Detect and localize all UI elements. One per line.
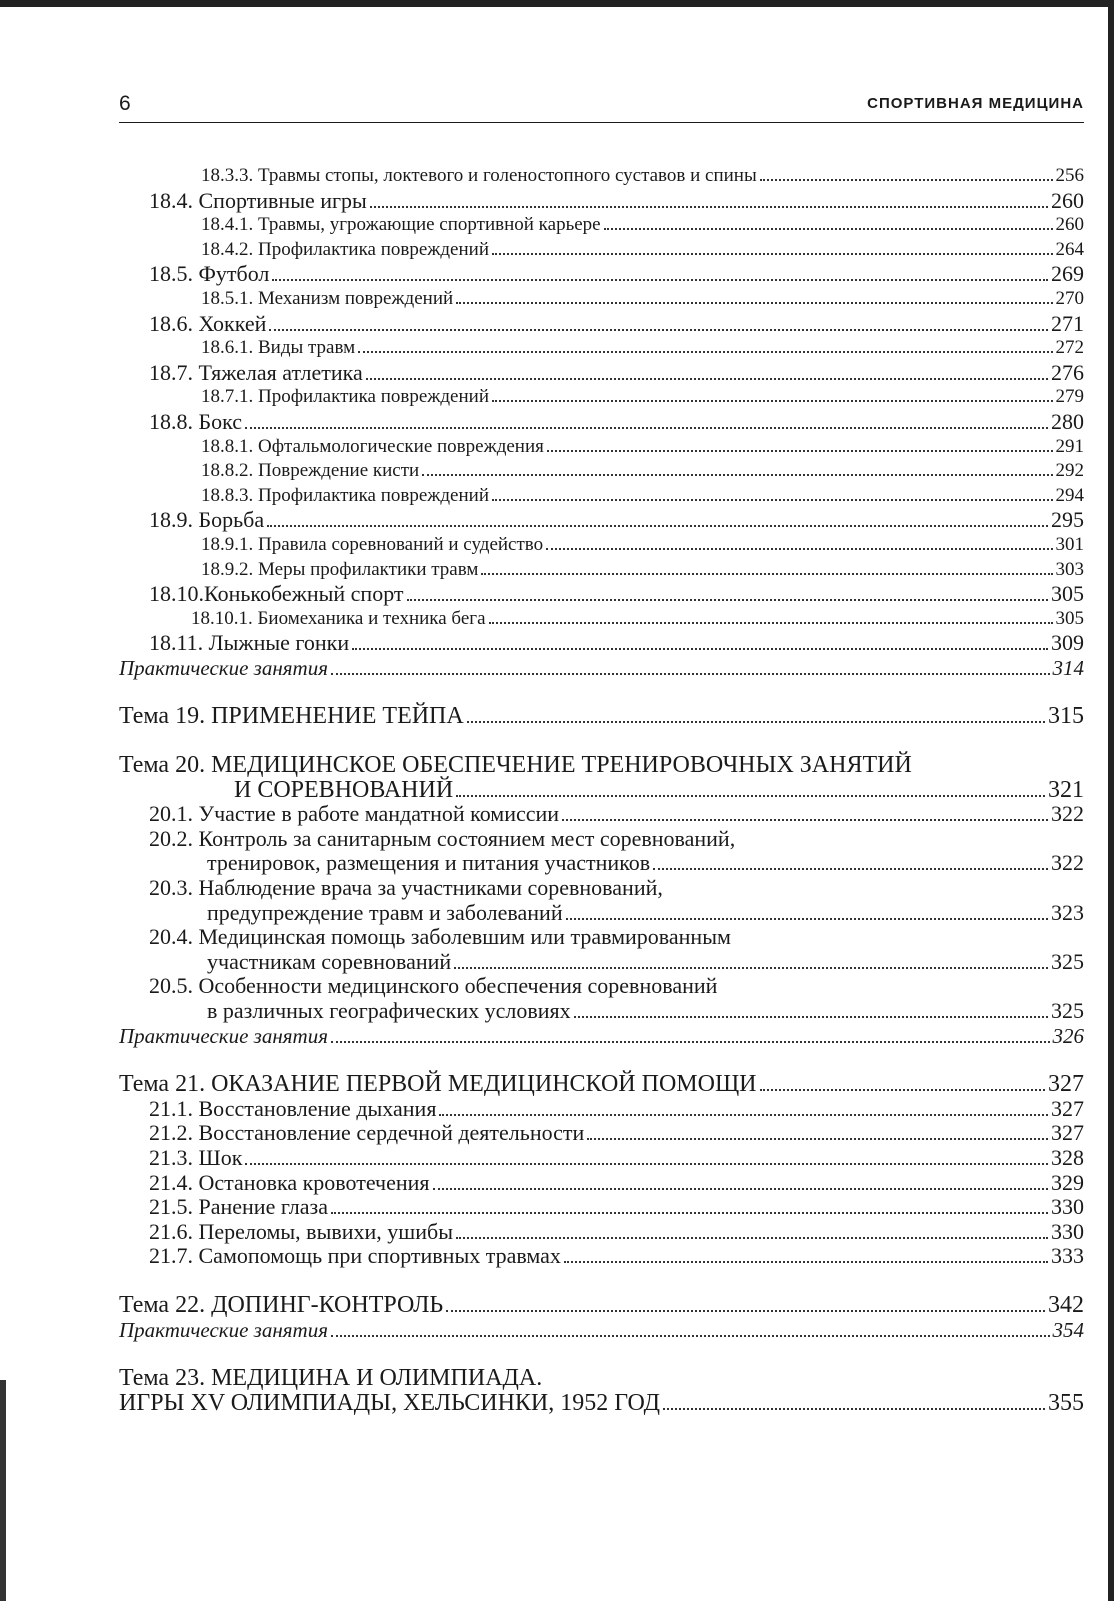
toc-entry: предупреждение травм и заболеваний 323 (207, 899, 1084, 925)
toc-entry: 18.6. Хоккей 271 (149, 310, 1084, 336)
toc-entry: 21.6. Переломы, вывихи, ушибы 330 (149, 1218, 1084, 1244)
toc-topic-20: И СОРЕВНОВАНИЙ 321 (234, 776, 1084, 803)
toc-topic-19: Тема 19. ПРИМЕНЕНИЕ ТЕЙПА 315 (119, 703, 1084, 730)
scan-border-right (1108, 0, 1114, 1601)
toc-entry: 18.4.2. Профилактика повреждений 264 (201, 238, 1084, 260)
toc-entry-practice: Практические занятия 314 (119, 655, 1084, 680)
page-header (119, 92, 1084, 123)
toc-entry: 18.4. Спортивные игры 260 (149, 187, 1084, 213)
toc-topic-22: Тема 22. ДОПИНГ-КОНТРОЛЬ 342 (119, 1291, 1084, 1318)
toc-entry: 18.8.3. Профилактика повреждений 294 (201, 484, 1084, 506)
toc-entry: 21.2. Восстановление сердечной деятельности 327 (149, 1120, 1084, 1146)
toc-entry: 18.4.1. Травмы, угрожающие спортивной карьере 260 (201, 214, 1084, 236)
toc-entry: в различных географических условиях 325 (207, 998, 1084, 1023)
toc-entry: участникам соревнований 325 (207, 948, 1084, 974)
toc-entry: 18.8.2. Повреждение кисти 292 (201, 460, 1084, 482)
toc-entry-title: 20.4. Медицинская помощь заболевшим или травмированным (149, 924, 731, 950)
toc-entry: 18.6.1. Виды травм 272 (201, 337, 1084, 359)
toc-entry: 21.3. Шок 328 (149, 1144, 1084, 1170)
toc-entry-title: 20.5. Особенности медицинского обеспечения соревнований (149, 973, 718, 999)
toc-entry: тренировок, размещения и питания участников 322 (207, 850, 1084, 876)
toc-entry: 18.9.1. Правила соревнований и судейство 301 (201, 533, 1084, 555)
scan-border-top (0, 0, 1114, 7)
toc-entry: 18.8.1. Офтальмологические повреждения 291 (201, 435, 1084, 457)
toc-entry-title: 20.3. Наблюдение врача за участниками соревнований, (149, 875, 663, 901)
toc-entry: 21.7. Самопомощь при спортивных травмах 333 (149, 1243, 1084, 1269)
toc-entry-practice: Практические занятия 354 (119, 1317, 1084, 1342)
toc-entry: 18.9.2. Меры профилактики травм 303 (201, 558, 1084, 580)
toc-entry: 18.9. Борьба 295 (149, 507, 1084, 533)
toc-entry-practice: Практические занятия 326 (119, 1023, 1084, 1048)
toc-entry: 18.10.1. Биомеханика и техника бега 305 (191, 607, 1084, 629)
scan-border-left (0, 1380, 6, 1601)
toc-topic-23: ИГРЫ XV ОЛИМПИАДЫ, ХЕЛЬСИНКИ, 1952 ГОД 355 (119, 1389, 1084, 1416)
toc-entry: 18.10.Конькобежный спорт 305 (149, 581, 1084, 607)
toc-entry: 18.7. Тяжелая атлетика 276 (149, 359, 1084, 385)
toc-entry: 18.8. Бокс 280 (149, 408, 1084, 434)
page-number: 6 (119, 92, 131, 115)
toc-entry-title: 20.2. Контроль за санитарным состоянием мест соревнований, (149, 825, 736, 851)
table-of-contents (119, 164, 1084, 1415)
toc-topic-23-title: Тема 23. МЕДИЦИНА И ОЛИМПИАДА. (119, 1365, 543, 1392)
running-head: СПОРТИВНАЯ МЕДИЦИНА (867, 95, 1084, 112)
toc-topic-21: Тема 21. ОКАЗАНИЕ ПЕРВОЙ МЕДИЦИНСКОЙ ПОМОЩИ 327 (119, 1071, 1084, 1098)
toc-entry: 21.5. Ранение глаза 330 (149, 1194, 1084, 1220)
toc-entry: 20.1. Участие в работе мандатной комиссии 322 (149, 801, 1084, 827)
toc-entry: 18.3.3. Травмы стопы, локтевого и голеностопного суставов и спины 256 (201, 165, 1084, 186)
toc-entry: 18.11. Лыжные гонки 309 (149, 630, 1084, 656)
toc-entry: 18.7.1. Профилактика повреждений 279 (201, 386, 1084, 408)
toc-entry: 18.5.1. Механизм повреждений 270 (201, 287, 1084, 309)
toc-entry: 21.1. Восстановление дыхания 327 (149, 1095, 1084, 1121)
toc-entry: 21.4. Остановка кровотечения 329 (149, 1169, 1084, 1195)
toc-entry: 18.5. Футбол 269 (149, 261, 1084, 287)
toc-topic-20-title: Тема 20. МЕДИЦИНСКОЕ ОБЕСПЕЧЕНИЕ ТРЕНИРОВОЧНЫХ ЗАНЯТИЙ (119, 752, 912, 779)
